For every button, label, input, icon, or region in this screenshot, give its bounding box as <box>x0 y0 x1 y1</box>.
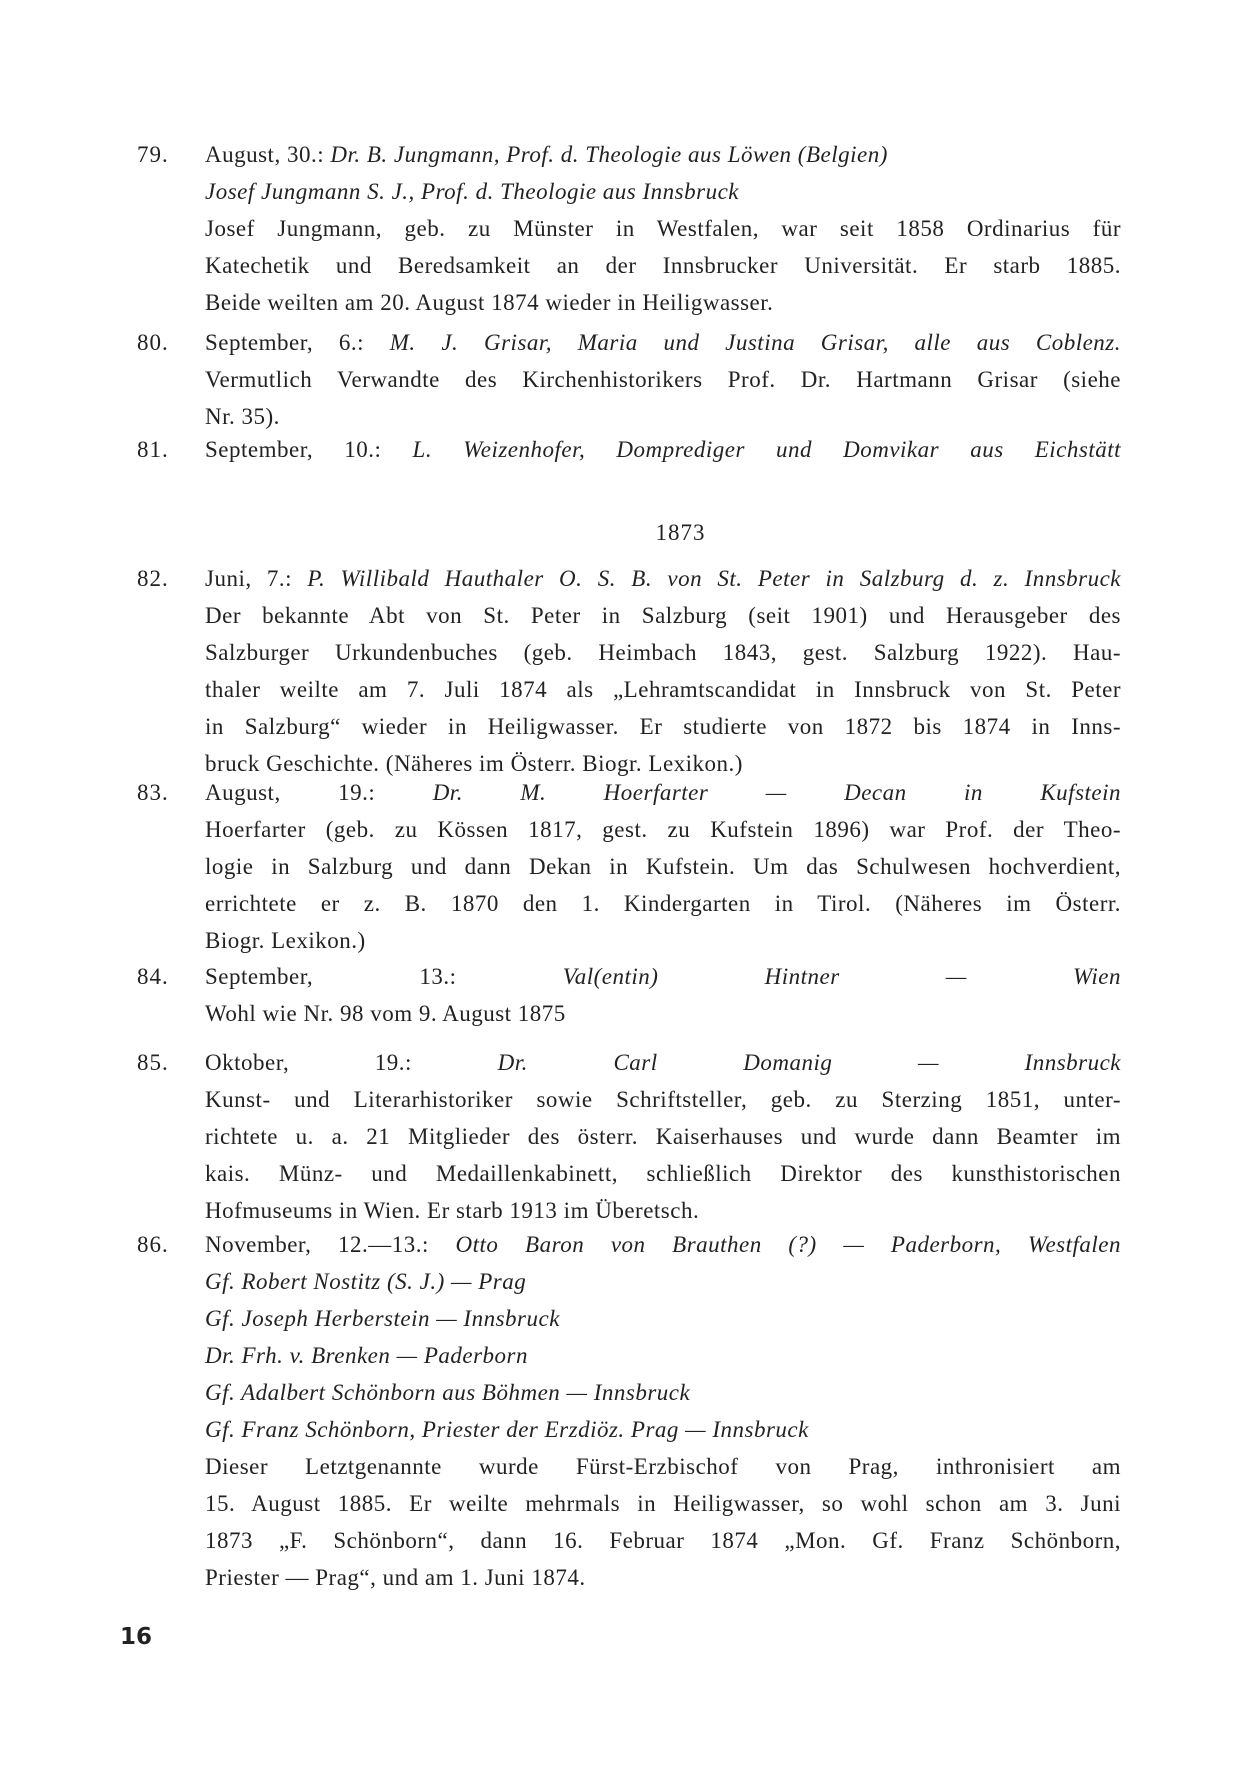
entry-date: Juni, 7.: <box>205 566 293 591</box>
entry-heading <box>205 138 1121 172</box>
entry-name: Gf. Joseph Herberstein — Innsbruck <box>205 1306 560 1331</box>
entry-note-line: Salzburger Urkundenbuches (geb. Heimbach 1843, gest. Salzburg 1922). Hau- <box>205 640 1121 665</box>
entry-name: Gf. Franz Schönborn, Priester der Erzdiöz. Prag — Innsbruck <box>205 1417 809 1442</box>
entry-date: September, 6.: <box>205 330 365 355</box>
entry-heading <box>205 1046 1121 1080</box>
entry-number: 79. <box>137 142 169 167</box>
entry-name: M. J. Grisar, Maria und Justina Grisar, alle aus Coblenz. <box>389 330 1122 355</box>
entry-body <box>205 138 1121 320</box>
entry-85 <box>137 1046 1121 1231</box>
entry-note-line: 15. August 1885. Er weilte mehrmals in Heiligwasser, so wohl schon am 3. Juni <box>205 1491 1121 1516</box>
entry-name: Josef Jungmann S. J., Prof. d. Theologie aus Innsbruck <box>205 179 739 204</box>
entry-note-line: Priester — Prag“, und am 1. Juni 1874. <box>205 1565 586 1590</box>
entry-note-line: 1873 „F. Schönborn“, dann 16. Februar 1874 „Mon. Gf. Franz Schönborn, <box>205 1528 1121 1553</box>
entry-83 <box>137 776 1121 961</box>
entry-number: 80. <box>137 330 169 355</box>
entry-80 <box>137 326 1121 437</box>
entry-body <box>205 562 1121 781</box>
entry-note-line: Katechetik und Beredsamkeit an der Innsbrucker Universität. Er starb 1885. <box>205 253 1121 278</box>
entry-number: 86. <box>137 1232 169 1257</box>
entry-number: 81. <box>137 437 169 462</box>
entry-name: L. Weizenhofer, Domprediger und Domvikar aus Eichstätt <box>412 437 1122 462</box>
entry-81 <box>137 433 1121 470</box>
entry-note-line: Wohl wie Nr. 98 vom 9. August 1875 <box>205 1001 566 1026</box>
entry-date: August, 19.: <box>205 780 376 805</box>
entry-86 <box>137 1228 1121 1598</box>
entry-note-line: Beide weilten am 20. August 1874 wieder in Heiligwasser. <box>205 290 774 315</box>
entry-name: Dr. M. Hoerfarter — Decan in Kufstein <box>432 780 1122 805</box>
entry-note-line: Dieser Letztgenannte wurde Fürst-Erzbischof von Prag, inthronisiert am <box>205 1454 1121 1479</box>
entry-name: Val(entin) Hintner — Wien <box>562 964 1122 989</box>
page-number: 16 <box>120 1624 153 1650</box>
entry-date: August, 30.: <box>205 142 325 167</box>
entry-date: Oktober, 19.: <box>205 1050 412 1075</box>
entry-number: 83. <box>137 780 169 805</box>
entry-note-line: Der bekannte Abt von St. Peter in Salzburg (seit 1901) und Herausgeber des <box>205 603 1121 628</box>
entry-body <box>205 1046 1121 1228</box>
entry-heading <box>205 1228 1121 1262</box>
entry-note-line: Hofmuseums in Wien. Er starb 1913 im Überetsch. <box>205 1198 700 1223</box>
entry-79 <box>137 138 1121 323</box>
entry-84 <box>137 960 1121 1034</box>
entry-body <box>205 960 1121 1031</box>
entry-date: September, 13.: <box>205 964 457 989</box>
entry-name: Dr. Frh. v. Brenken — Paderborn <box>205 1343 528 1368</box>
entry-note-line: kais. Münz- und Medaillenkabinett, schließlich Direktor des kunsthistorischen <box>205 1161 1121 1186</box>
entry-heading <box>205 776 1121 810</box>
entry-number: 85. <box>137 1050 169 1075</box>
entry-body <box>205 326 1121 434</box>
entry-number: 82. <box>137 566 169 591</box>
entry-note-line: errichtete er z. B. 1870 den 1. Kindergarten in Tirol. (Näheres im Österr. <box>205 891 1121 916</box>
entry-date: September, 10.: <box>205 437 382 462</box>
entry-82 <box>137 562 1121 784</box>
entry-name: Gf. Adalbert Schönborn aus Böhmen — Innsbruck <box>205 1380 691 1405</box>
entry-name: Dr. B. Jungmann, Prof. d. Theologie aus Löwen (Belgien) <box>330 142 888 167</box>
entry-note-line: bruck Geschichte. (Näheres im Österr. Biogr. Lexikon.) <box>205 751 743 776</box>
entry-name: Gf. Robert Nostitz (S. J.) — Prag <box>205 1269 527 1294</box>
entry-note-line: in Salzburg“ wieder in Heiligwasser. Er studierte von 1872 bis 1874 in Inns- <box>205 714 1121 739</box>
entry-body <box>205 433 1121 467</box>
entry-heading <box>205 326 1121 360</box>
entry-name: P. Willibald Hauthaler O. S. B. von St. Peter in Salzburg d. z. Innsbruck <box>307 566 1122 591</box>
entry-heading <box>205 960 1121 994</box>
entry-number: 84. <box>137 964 169 989</box>
entry-note-line: Hoerfarter (geb. zu Kössen 1817, gest. zu Kufstein 1896) war Prof. der Theo- <box>205 817 1121 842</box>
entry-heading <box>205 433 1121 467</box>
entry-heading <box>205 562 1121 596</box>
entry-note-line: logie in Salzburg und dann Dekan in Kufstein. Um das Schulwesen hochverdient, <box>205 854 1121 879</box>
entry-note-line: Biogr. Lexikon.) <box>205 928 366 953</box>
entry-name: Dr. Carl Domanig — Innsbruck <box>497 1050 1122 1075</box>
entry-note-line: thaler weilte am 7. Juli 1874 als „Lehramtscandidat in Innsbruck von St. Peter <box>205 677 1121 702</box>
entry-note-line: Josef Jungmann, geb. zu Münster in Westfalen, war seit 1858 Ordinarius für <box>205 216 1121 241</box>
entry-body <box>205 776 1121 958</box>
entry-note-line: richtete u. a. 21 Mitglieder des österr. Kaiserhauses und wurde dann Beamter im <box>205 1124 1121 1149</box>
entry-date: November, 12.—13.: <box>205 1232 429 1257</box>
entry-note-line: Nr. 35). <box>205 404 280 429</box>
year-heading: 1873 <box>655 520 706 545</box>
entry-note-line: Vermutlich Verwandte des Kirchenhistorikers Prof. Dr. Hartmann Grisar (siehe <box>205 367 1121 392</box>
entry-body <box>205 1228 1121 1595</box>
entry-name: Otto Baron von Brauthen (?) — Paderborn, Westfalen <box>455 1232 1122 1257</box>
entry-note-line: Kunst- und Literarhistoriker sowie Schriftsteller, geb. zu Sterzing 1851, unter- <box>205 1087 1121 1112</box>
